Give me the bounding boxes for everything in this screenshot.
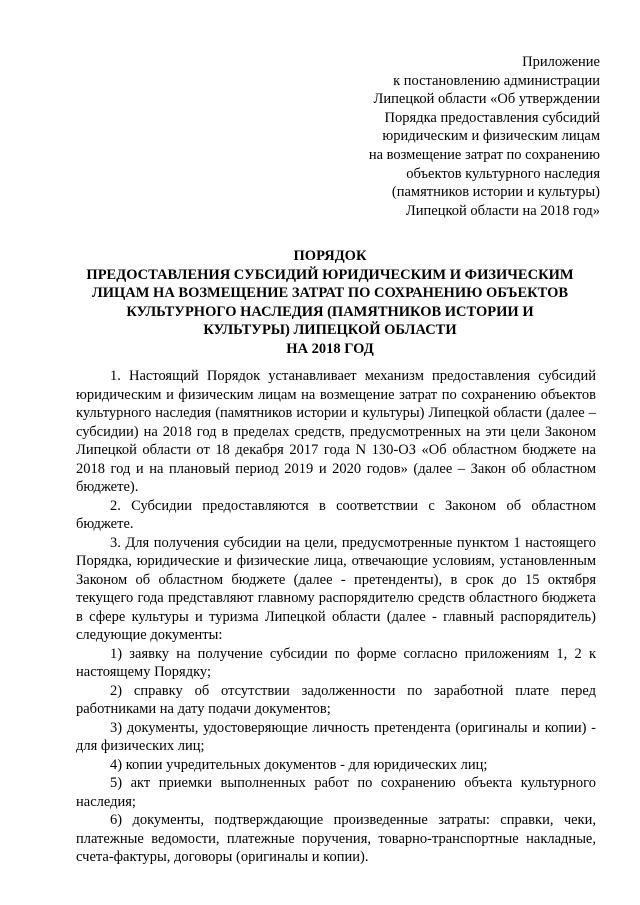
title-line: НА 2018 ГОД	[286, 340, 374, 357]
appendix-block	[330, 53, 600, 220]
appendix-line: Приложение	[522, 54, 600, 70]
list-item-6: 6) документы, подтверждающие произведенные затраты: справки, чеки, платежные ведомости, платежные поручения, товарно-транспортные накладные, счета-фактуры, договоры (оригиналы и копии).	[76, 812, 596, 865]
title-line: ПОРЯДОК	[293, 248, 367, 264]
list-item-1: 1) заявку на получение субсидии по форме согласно приложениям 1, 2 к настоящему Порядку;	[76, 645, 596, 680]
paragraph-2: 2. Субсидии предоставляются в соответствии с Законом об областном бюджете.	[76, 497, 596, 532]
appendix-line: к постановлению администрации	[393, 72, 600, 89]
appendix-line: юридическим и физическим лицам	[382, 128, 600, 145]
appendix-line: на возмещение затрат по сохранению	[368, 146, 600, 163]
list-item-2: 2) справку об отсутствии задолженности по заработной плате перед работниками на дату подачи документов;	[76, 682, 596, 717]
list-item-5: 5) акт приемки выполненных работ по сохранению объекта культурного наследия;	[76, 775, 596, 810]
title-line: ПРЕДОСТАВЛЕНИЯ СУБСИДИЙ ЮРИДИЧЕСКИМ И ФИЗИЧЕСКИМ	[86, 266, 574, 283]
title-line: КУЛЬТУРЫ) ЛИПЕЦКОЙ ОБЛАСТИ	[203, 322, 457, 339]
paragraph-3: 3. Для получения субсидии на цели, предусмотренные пунктом 1 настоящего Порядка, юридические и физические лица, отвечающие условиям, установленным Законом об областном бюджете (далее - претенденты), в срок до 15 октября текущего года представляют главному распорядителю средств областного бюджета в сфере культуры и туризма Липецкой области (далее - главный распорядитель) следующие документы:	[76, 534, 596, 643]
document-title	[60, 247, 600, 359]
list-item-3: 3) документы, удостоверяющие личность претендента (оригиналы и копии) - для физических лиц;	[76, 719, 596, 754]
appendix-line: Липецкой области «Об утверждении	[373, 91, 600, 108]
paragraph-1: 1. Настоящий Порядок устанавливает механизм предоставления субсидий юридическим и физическим лицам на возмещение затрат по сохранению объектов культурного наследия (памятников истории и культуры) Липецкой области (далее – субсидии) на 2018 год в пределах средств, предусмотренных на эти цели Законом Липецкой области от 18 декабря 2017 года N 130-ОЗ «Об областном бюджете на 2018 год и на плановый период 2019 и 2020 годов» (далее – Закон об областном бюджете).	[76, 368, 596, 495]
appendix-line: (памятников истории и культуры)	[391, 184, 600, 201]
appendix-line: Порядка предоставления субсидий	[384, 109, 600, 126]
appendix-line: объектов культурного наследия	[406, 165, 600, 182]
appendix-line: Липецкой области на 2018 год»	[405, 202, 600, 219]
list-item-4: 4) копии учредительных документов - для юридических лиц;	[110, 756, 488, 773]
title-line: ЛИЦАМ НА ВОЗМЕЩЕНИЕ ЗАТРАТ ПО СОХРАНЕНИЮ ОБЪЕКТОВ	[91, 285, 569, 302]
title-line: КУЛЬТУРНОГО НАСЛЕДИЯ (ПАМЯТНИКОВ ИСТОРИИ И	[126, 303, 534, 320]
document-body	[76, 367, 596, 867]
